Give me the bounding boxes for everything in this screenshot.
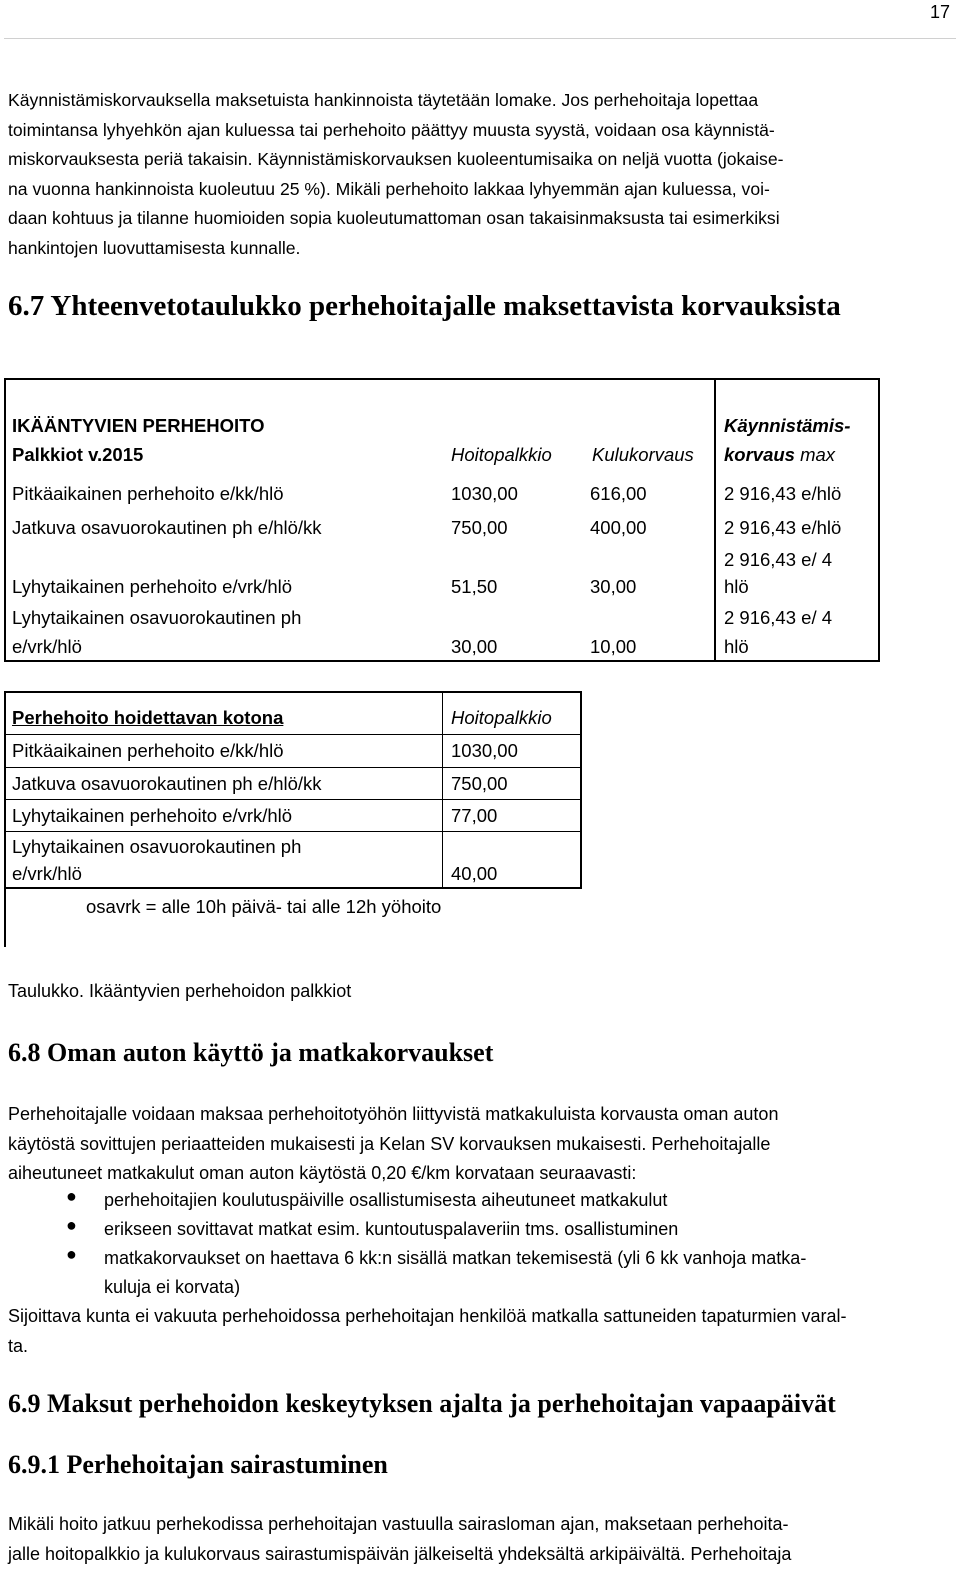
cell-hoitopalkkio: 30,00 <box>451 632 497 661</box>
cell-hoitopalkkio: 77,00 <box>451 801 497 830</box>
intro-paragraph <box>8 86 954 263</box>
cell-kaynnistamiskorvaus: 2 916,43 e/hlö <box>724 479 841 508</box>
cell-hoitopalkkio: 1030,00 <box>451 479 518 508</box>
list-item-text: matkakorvaukset on haettava 6 kk:n sisällä matkan tekemisestä (yli 6 kk vanhoja matka- <box>104 1244 952 1273</box>
row-label: Pitkäaikainen perhehoito e/kk/hlö <box>12 736 284 765</box>
paragraph-6-9-1 <box>8 1510 954 1569</box>
text-line: daan kohtuus ja tilanne huomioiden sopia kuoleutumattoman osan takaisinmaksusta tai esimerkiksi <box>8 204 954 234</box>
row-label: Lyhytaikainen perhehoito e/vrk/hlö <box>12 572 292 601</box>
cell-hoitopalkkio: 750,00 <box>451 513 508 542</box>
cell-kaynnistamiskorvaus-cont: hlö <box>724 632 749 661</box>
list-item <box>104 1215 952 1244</box>
text-line: aiheutuneet matkakulut oman auton käytöstä 0,20 €/km korvataan seuraavasti: <box>8 1159 954 1189</box>
col-header-korvaus-max <box>724 440 835 469</box>
row-label-cont: e/vrk/hlö <box>12 859 82 888</box>
table-header-title: IKÄÄNTYVIEN PERHEHOITO <box>12 411 265 440</box>
section-heading-6-9-1: 6.9.1 Perhehoitajan sairastuminen <box>8 1450 388 1480</box>
cell-hoitopalkkio: 750,00 <box>451 769 508 798</box>
cell-kulukorvaus: 30,00 <box>590 572 636 601</box>
row-label: Jatkuva osavuorokautinen ph e/hlö/kk <box>12 769 322 798</box>
list-item <box>104 1244 952 1302</box>
list-item-text: perhehoitajien koulutuspäiville osallistumisesta aiheutuneet matkakulut <box>104 1186 952 1215</box>
korvaus-label: korvaus <box>724 444 795 465</box>
cell-kaynnistamiskorvaus: 2 916,43 e/hlö <box>724 513 841 542</box>
table-border <box>4 691 6 947</box>
bullet-icon: ● <box>66 1244 77 1265</box>
paragraph-6-8 <box>8 1100 954 1189</box>
row-label: Lyhytaikainen osavuorokautinen ph <box>12 603 301 632</box>
section-heading-6-8: 6.8 Oman auton käyttö ja matkakorvaukset <box>8 1038 493 1068</box>
section-heading-6-9: 6.9 Maksut perhehoidon keskeytyksen ajalta ja perhehoitajan vapaapäivät <box>8 1389 836 1419</box>
table-border <box>4 691 582 693</box>
table-border <box>4 799 582 800</box>
col-header-kaynnistamis: Käynnistämis- <box>724 411 850 440</box>
row-label: Lyhytaikainen perhehoito e/vrk/hlö <box>12 801 292 830</box>
cell-kulukorvaus: 616,00 <box>590 479 647 508</box>
cell-hoitopalkkio: 1030,00 <box>451 736 518 765</box>
table-border <box>580 691 582 889</box>
text-line: Sijoittava kunta ei vakuuta perhehoidossa perhehoitajan henkilöä matkalla sattuneiden tapaturmien varal- <box>8 1302 954 1332</box>
table-border <box>442 691 443 889</box>
max-label: max <box>800 444 835 465</box>
cell-kaynnistamiskorvaus: 2 916,43 e/ 4 <box>724 545 832 574</box>
paragraph-insurance <box>8 1302 954 1361</box>
bullet-icon: ● <box>66 1186 77 1207</box>
text-line: Perhehoitajalle voidaan maksaa perhehoitotyöhön liittyvistä matkakuluista korvausta oman auton <box>8 1100 954 1130</box>
table-border <box>4 767 582 768</box>
table-border <box>714 378 716 662</box>
list-item-text-cont: kuluja ei korvata) <box>104 1273 952 1302</box>
bullet-icon: ● <box>66 1215 77 1236</box>
cell-hoitopalkkio: 40,00 <box>451 859 497 888</box>
text-line: ta. <box>8 1332 954 1362</box>
cell-kaynnistamiskorvaus-cont: hlö <box>724 572 749 601</box>
text-line: hankintojen luovuttamisesta kunnalle. <box>8 234 954 264</box>
table-border <box>878 378 880 662</box>
col-header-hoitopalkkio: Hoitopalkkio <box>451 440 552 469</box>
text-line: na vuonna hankinnoista kuoleutuu 25 %). Mikäli perhehoito lakkaa lyhyemmän ajan kuluessa, voi- <box>8 175 954 205</box>
col-header-kulukorvaus: Kulukorvaus <box>592 440 694 469</box>
cell-kulukorvaus: 10,00 <box>590 632 636 661</box>
text-line: Käynnistämiskorvauksella maksetuista hankinnoista täytetään lomake. Jos perhehoitaja lopettaa <box>8 86 954 116</box>
table-border <box>4 734 582 735</box>
row-label: Jatkuva osavuorokautinen ph e/hlö/kk <box>12 513 322 542</box>
table-header-year: Palkkiot v.2015 <box>12 440 143 469</box>
text-line: Mikäli hoito jatkuu perhekodissa perhehoitajan vastuulla sairasloman ajan, maksetaan perhehoita- <box>8 1510 954 1540</box>
row-label: Lyhytaikainen osavuorokautinen ph <box>12 832 301 861</box>
text-line: jalle hoitopalkkio ja kulukorvaus sairastumispäivän jälkeiseltä yhdeksältä arkipäivältä. Perhehoitaja <box>8 1540 954 1569</box>
section-heading-6-7: 6.7 Yhteenvetotaulukko perhehoitajalle maksettavista korvauksista <box>8 290 841 323</box>
table2-header-label: Perhehoito hoidettavan kotona <box>12 703 283 732</box>
table-caption: Taulukko. Ikääntyvien perhehoidon palkkiot <box>8 977 351 1006</box>
row-label-cont: e/vrk/hlö <box>12 632 82 661</box>
table2-header-hoitopalkkio: Hoitopalkkio <box>451 703 552 732</box>
row-label: Pitkäaikainen perhehoito e/kk/hlö <box>12 479 284 508</box>
page-number: 17 <box>930 2 950 23</box>
table-border <box>4 378 880 380</box>
header-rule <box>4 38 956 39</box>
cell-kulukorvaus: 400,00 <box>590 513 647 542</box>
table-border <box>4 378 6 662</box>
text-line: käytöstä sovittujen periaatteiden mukaisesti ja Kelan SV korvauksen mukaisesti. Perhehoitajalle <box>8 1130 954 1160</box>
cell-hoitopalkkio: 51,50 <box>451 572 497 601</box>
text-line: toimintansa lyhyehkön ajan kuluessa tai perhehoito päättyy muusta syystä, voidaan osa käynnistä- <box>8 116 954 146</box>
list-item <box>104 1186 952 1215</box>
cell-kaynnistamiskorvaus: 2 916,43 e/ 4 <box>724 603 832 632</box>
text-line: miskorvauksesta periä takaisin. Käynnistämiskorvauksen kuoleentumisaika on neljä vuotta (jokaise- <box>8 145 954 175</box>
list-item-text: erikseen sovittavat matkat esim. kuntoutuspalaveriin tms. osallistuminen <box>104 1215 952 1244</box>
table2-note: osavrk = alle 10h päivä- tai alle 12h yöhoito <box>86 892 441 921</box>
